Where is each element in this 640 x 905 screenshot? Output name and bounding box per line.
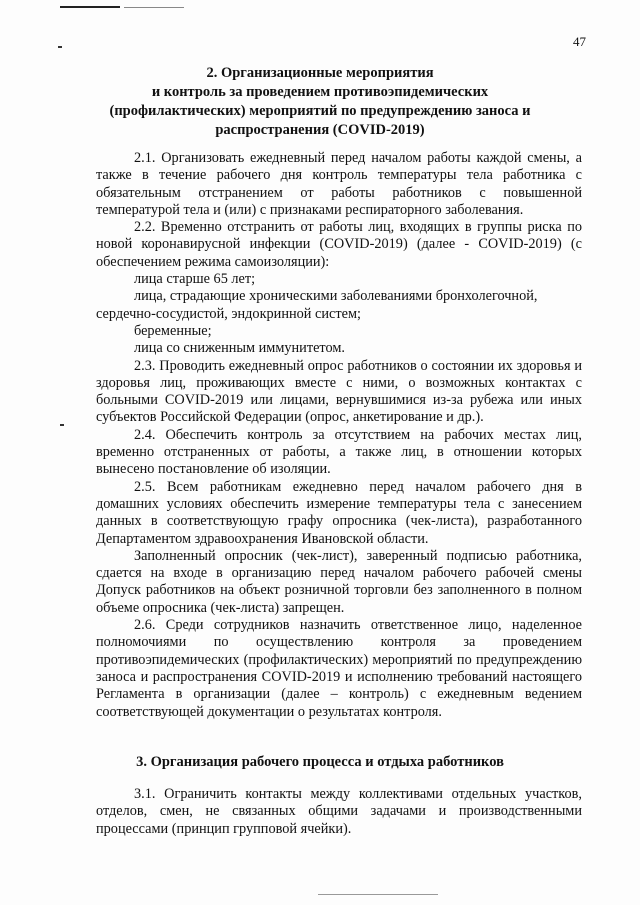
scan-mark-top-faint	[124, 7, 184, 8]
section-2-heading-line-4: распространения (COVID-2019)	[215, 122, 425, 138]
section-2-heading-line-3: (профилактических) мероприятий по предупреждению заноса и	[109, 103, 531, 119]
paragraph-2-4: 2.4. Обеспечить контроль за отсутствием на рабочих местах лиц, временно отстраненных от работы, а также лиц, в отношении которых вынесено постановление об изоляции.	[96, 426, 582, 478]
paragraph-2-3: 2.3. Проводить ежедневный опрос работников о состоянии их здоровья и здоровья лиц, проживающих вместе с ними, о возможных контактах с больными COVID-2019 или лицами, вернувшимися из-за рубежа или иных субъектов Российской Федерации (опрос, анкетирование и др.).	[96, 357, 582, 426]
section-2-heading	[100, 64, 540, 140]
page-number: 47	[573, 34, 586, 49]
section-3-body	[96, 786, 582, 838]
scan-mark-bottom	[318, 894, 438, 895]
section-2-heading-line-1: 2. Организационные мероприятия	[206, 65, 434, 81]
risk-group-item: лица со сниженным иммунитетом.	[134, 340, 345, 357]
paragraph-2-2: 2.2. Временно отстранить от работы лиц, входящих в группы риска по новой коронавирусной инфекции (COVID-2019) (далее - COVID-2019) (с обеспечением режима самоизоляции):	[96, 219, 582, 270]
paragraph-3-1: 3.1. Ограничить контакты между коллективами отдельных участков, отделов, смен, не связанных общими задачами и производственными процессами (принцип групповой ячейки).	[96, 786, 582, 837]
paragraph-2-1: 2.1. Организовать ежедневный перед началом работы каждой смены, а также в течение рабочего дня контроль температуры тела работника с обязательным отстранением от работы работников с повышенной температурой тела и (или) с признаками респираторного заболевания.	[96, 150, 582, 218]
paragraph-2-5: 2.5. Всем работникам ежедневно перед началом рабочего дня в домашних условиях обеспечить измерение температуры тела с занесением данных в соответствующую графу опросника (чек-листа), разработанного Департаментом здравоохранения Ивановской области.	[96, 478, 582, 547]
risk-group-item: лица, страдающие хроническими заболеваниями бронхолегочной,	[134, 288, 538, 305]
scan-tick-left-1	[58, 46, 62, 48]
paragraph-2-6: 2.6. Среди сотрудников назначить ответственное лицо, наделенное полномочиями по осуществлению контроля за проведением противоэпидемических (профилактических) мероприятий по предупреждению заноса и распространения COVID-2019 и исполнению требований настоящего Регламента в организации (далее – контроль) с ежедневным ведением соответствующей документации о результатах контроля.	[96, 617, 582, 720]
risk-group-item-continuation: сердечно-сосудистой, эндокринной систем;	[96, 305, 361, 322]
section-2-body	[96, 150, 582, 721]
paragraph-checklist: Заполненный опросник (чек-лист), заверенный подписью работника, сдается на входе в организацию перед началом рабочего рабочей смены Допуск работников на объект розничной торговли без заполненного в полном объеме опросника (чек-листа) запрещен.	[96, 547, 582, 616]
scan-tick-left-2	[60, 424, 64, 426]
section-2-heading-line-2: и контроль за проведением противоэпидемических	[151, 84, 489, 100]
section-3-heading: 3. Организация рабочего процесса и отдыха работников	[136, 754, 504, 770]
scan-mark-top	[60, 6, 120, 8]
risk-group-item: лица старше 65 лет;	[134, 271, 256, 288]
risk-group-item: беременные;	[134, 322, 212, 339]
